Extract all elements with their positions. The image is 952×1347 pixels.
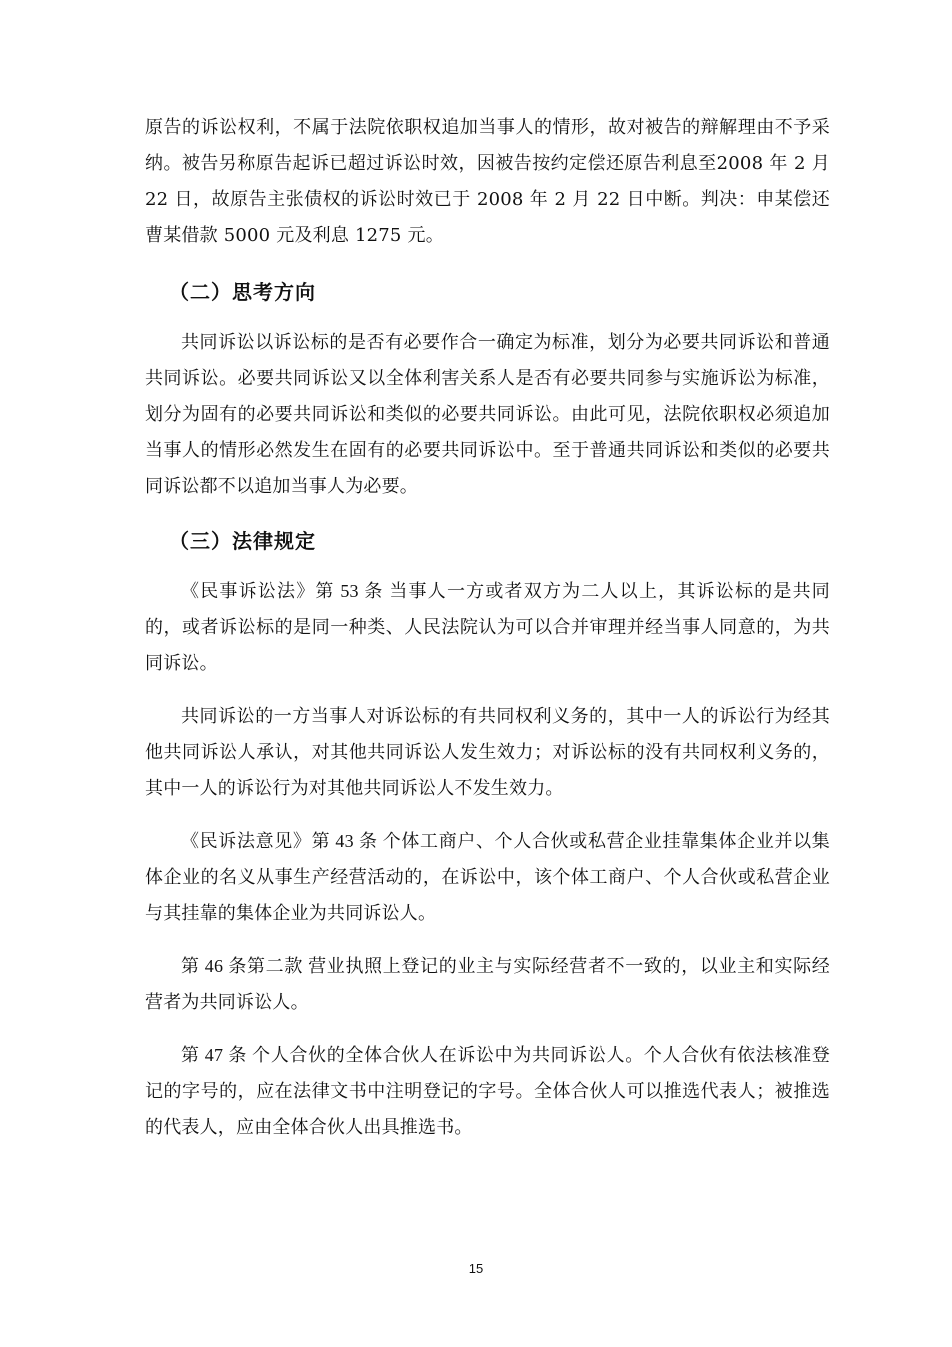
article-46-paragraph-2: 第 46 条第二款 营业执照上登记的业主与实际经营者不一致的，以业主和实际经营者为共同诉讼人。 — [145, 956, 830, 1012]
civil-procedure-opinion-article-43: 《民诉法意见》第 43 条 个体工商户、个人合伙或私营企业挂靠集体企业并以集体企业的名义从事生产经营活动的，在诉讼中，该个体工商户、个人合伙或私营企业与其挂靠的集体企业为共同诉讼人。 — [145, 831, 830, 923]
page-body — [145, 110, 830, 1145]
joint-litigation-effect-paragraph: 共同诉讼的一方当事人对诉讼标的有共同权利义务的，其中一人的诉讼行为经其他共同诉讼人承认，对其他共同诉讼人发生效力；对诉讼标的没有共同权利义务的，其中一人的诉讼行为对其他共同诉讼人不发生效力。 — [145, 706, 830, 798]
section-heading-thinking-direction: （二）思考方向 — [169, 280, 316, 304]
civil-procedure-law-article-53: 《民事诉讼法》第 53 条 当事人一方或者双方为二人以上，其诉讼标的是共同的，或者诉讼标的是同一种类、人民法院认为可以合并审理并经当事人同意的，为共同诉讼。 — [145, 581, 830, 673]
article-47: 第 47 条 个人合伙的全体合伙人在诉讼中为共同诉讼人。个人合伙有依法核准登记的字号的，应在法律文书中注明登记的字号。全体合伙人可以推选代表人；被推选的代表人，应由全体合伙人出具推选书。 — [145, 1045, 830, 1137]
thinking-direction-paragraph: 共同诉讼以诉讼标的是否有必要作合一确定为标准，划分为必要共同诉讼和普通共同诉讼。必要共同诉讼又以全体利害关系人是否有必要共同参与实施诉讼为标准，划分为固有的必要共同诉讼和类似的必要共同诉讼。由此可见，法院依职权必须追加当事人的情形必然发生在固有的必要共同诉讼中。至于普通共同诉讼和类似的必要共同诉讼都不以追加当事人为必要。 — [145, 332, 830, 496]
section-heading-legal-provisions: （三）法律规定 — [169, 529, 316, 553]
page-number: 15 — [468, 1261, 484, 1276]
case-judgment-paragraph: 原告的诉讼权利，不属于法院依职权追加当事人的情形，故对被告的辩解理由不予采纳。被告另称原告起诉已超过诉讼时效，因被告按约定偿还原告利息至2008 年 2 月 22 日，故原告主张债权的诉讼时效已于 2008 年 2 月 22 日中断。判决：申某偿还曹某借款 5000 元及利息 1275 元。 — [145, 117, 830, 246]
